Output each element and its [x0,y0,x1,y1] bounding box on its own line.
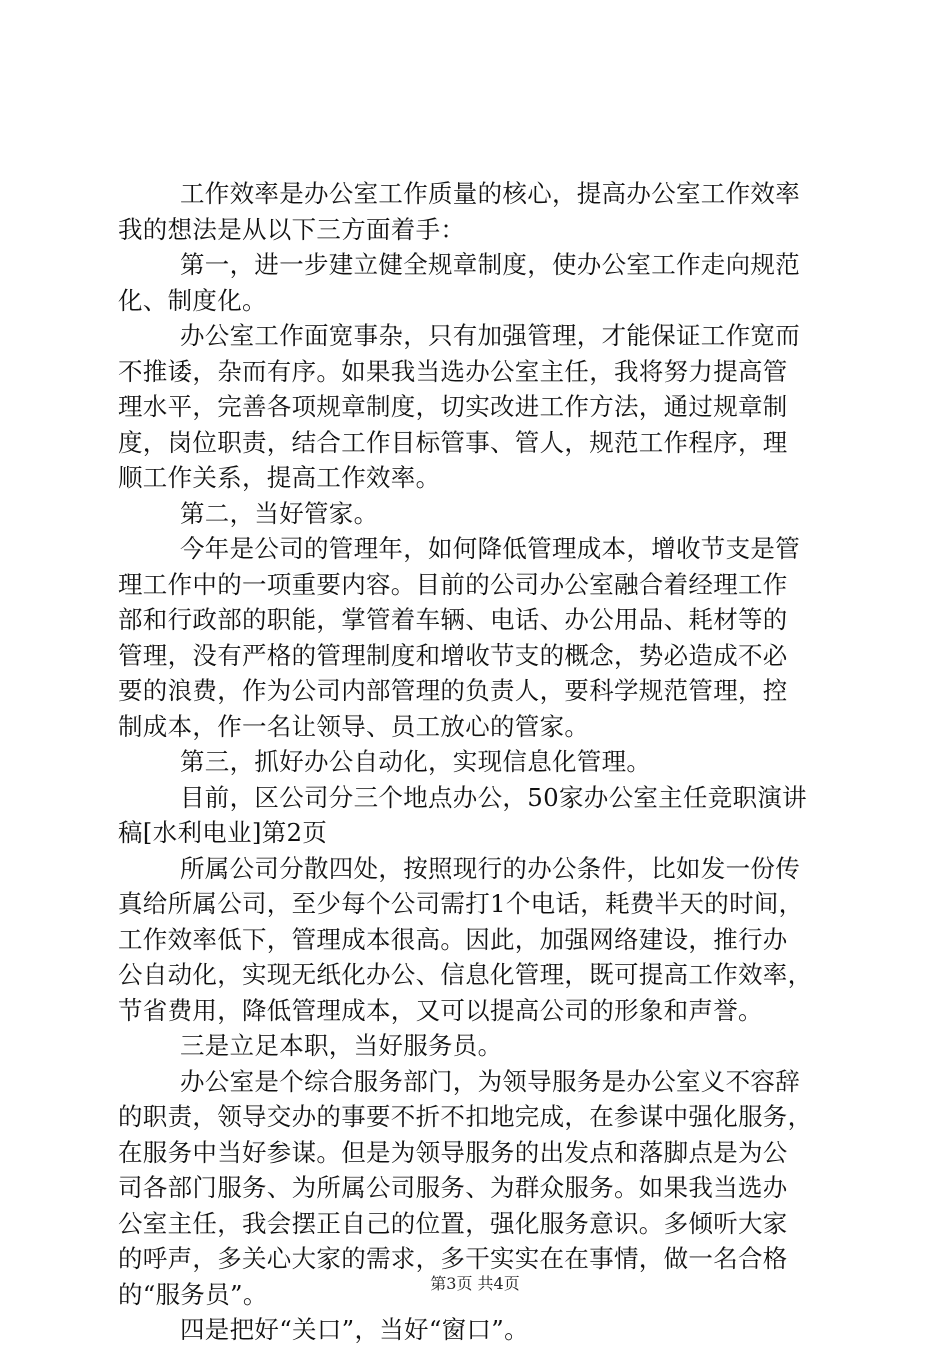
text-line: 的“服务员”。 [118,1279,268,1309]
text-line: 目前，区公司分三个地点办公，50家办公室主任竞职演讲 [180,782,807,812]
text-line: 办公室是个综合服务部门，为领导服务是办公室义不容辞 [180,1066,800,1096]
text-line: 不推诿，杂而有序。如果我当选办公室主任，我将努力提高管 [118,356,788,386]
text-line: 三是立足本职，当好服务员。 [180,1031,503,1060]
text-line: 在服务中当好参谋。但是为领导服务的出发点和落脚点是为公 [118,1137,788,1167]
text-line: 理水平，完善各项规章制度，切实改进工作方法，通过规章制 [118,392,788,421]
text-line: 第一，进一步建立健全规章制度，使办公室工作走向规范 [180,250,800,279]
text-line: 公室主任，我会摆正自己的位置，强化服务意识。多倾听大家 [118,1208,788,1238]
text-line: 今年是公司的管理年，如何降低管理成本，增收节支是管 [180,534,800,563]
text-line: 第三，抓好办公自动化，实现信息化管理。 [180,747,652,776]
text-line: 四是把好“关口”，当好“窗口”。 [180,1315,529,1344]
text-line: 工作效率是办公室工作质量的核心，提高办公室工作效率 [180,179,800,208]
text-line: 化、制度化。 [118,285,267,315]
text-line: 部和行政部的职能，掌管着车辆、电话、办公用品、耗材等的 [118,605,788,634]
text-line: 我的想法是从以下三方面着手： [118,214,466,244]
text-line: 要的浪费，作为公司内部管理的负责人，要科学规范管理，控 [118,676,788,705]
text-line: 办公室工作面宽事杂，只有加强管理，才能保证工作宽而 [180,321,800,350]
text-line: 第二，当好管家。 [180,498,379,528]
text-line: 节省费用，降低管理成本，又可以提高公司的形象和声誉。 [118,995,763,1025]
page-footer: 第3页 共4页 [430,1274,520,1293]
text-line: 司各部门服务、为所属公司服务、为群众服务。如果我当选办 [118,1173,788,1202]
text-line: 的呼声，多关心大家的需求，多干实实在在事情，做一名合格 [118,1244,788,1273]
text-line: 的职责，领导交办的事要不折不扣地完成，在参谋中强化服务， [118,1102,813,1131]
text-line: 公自动化，实现无纸化办公、信息化管理，既可提高工作效率， [118,960,813,989]
document-body [118,176,830,1348]
text-line: 真给所属公司，至少每个公司需打1个电话，耗费半天的时间， [118,889,804,918]
text-line: 所属公司分散四处，按照现行的办公条件，比如发一份传 [180,853,800,883]
text-line: 管理，没有严格的管理制度和增收节支的概念，势必造成不必 [118,640,788,670]
text-line: 理工作中的一项重要内容。目前的公司办公室融合着经理工作 [118,569,788,599]
text-line: 度，岗位职责，结合工作目标管事、管人，规范工作程序，理 [118,427,788,457]
text-line: 顺工作关系，提高工作效率。 [118,463,441,492]
text-line: 工作效率低下，管理成本很高。因此，加强网络建设，推行办 [118,924,788,954]
text-line: 稿[水利电业]第2页 [118,818,328,847]
text-line: 制成本，作一名让领导、员工放心的管家。 [118,711,590,741]
